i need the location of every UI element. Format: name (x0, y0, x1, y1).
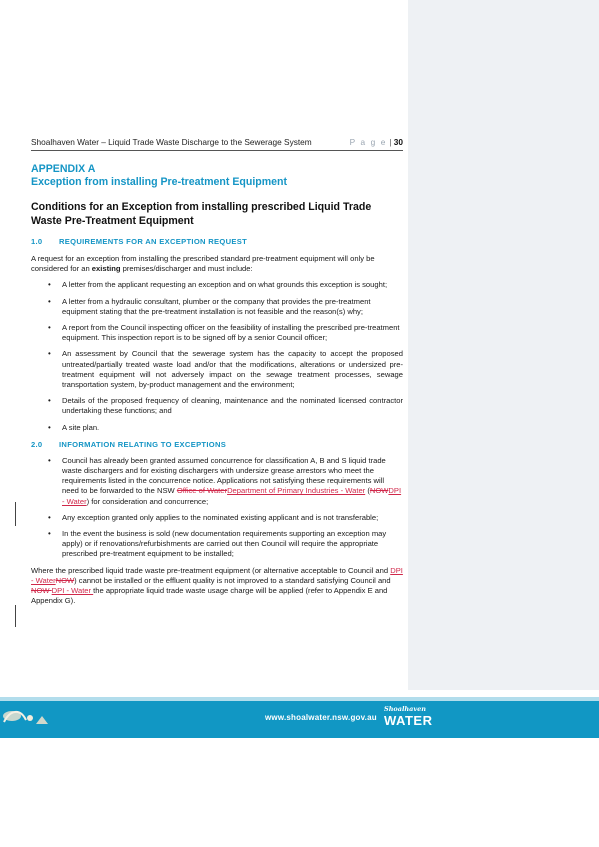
list-item (31, 323, 403, 343)
header-title: Shoalhaven Water – Liquid Trade Waste Discharge to the Sewerage System (31, 137, 312, 147)
list-item-text: A report from the Council inspecting officer on the feasibility of installing the prescribed pre-treatment equipment. This inspection report is to be signed off by a senior Council officer; (62, 323, 400, 343)
closing-paragraph (31, 566, 403, 607)
deleted-revision: Office of Water (176, 486, 228, 496)
list-item-text: ) for consideration and concurrence; (86, 496, 209, 506)
header-rule (31, 150, 403, 151)
comment-margin-pane (408, 0, 599, 690)
appendix-title: APPENDIX A (31, 163, 96, 175)
appendix-subtitle: Exception from installing Pre-treatment Equipment (31, 176, 288, 188)
bullet-icon: • (48, 512, 51, 522)
section-1-heading (31, 237, 403, 247)
page-number: 30 (393, 137, 403, 147)
bullet-icon: • (48, 529, 51, 539)
intro-bold: existing (91, 264, 121, 274)
list-item (31, 349, 403, 390)
footer-url: www.shoalwater.nsw.gov.au (265, 713, 377, 722)
bullet-icon: • (48, 349, 51, 359)
section-1-title: REQUIREMENTS FOR AN EXCEPTION REQUEST (59, 237, 248, 246)
list-item (31, 529, 403, 560)
document-body (31, 163, 403, 606)
bullet-icon: • (48, 422, 51, 432)
conditions-heading: Conditions for an Exception from installing prescribed Liquid Trade Waste Pre-Treatment Equipment (31, 201, 372, 227)
page-separator: | (389, 137, 392, 147)
page-number-label (350, 137, 403, 147)
page-header (31, 137, 403, 151)
logo-script: Shoalhaven (384, 705, 427, 713)
list-item (31, 423, 403, 433)
list-item-text: ( (365, 486, 370, 496)
page-word: P a g e (349, 137, 387, 147)
closing-text: the appropriate liquid trade waste usage charge will be applied (refer to Appendix E and Appendix G). (31, 586, 388, 606)
closing-text: Where the prescribed liquid trade waste pre-treatment equipment (or alternative acceptable to Council and (31, 565, 391, 575)
deleted-revision: NOW (55, 575, 75, 585)
change-bar (15, 605, 16, 627)
bullet-icon: • (48, 323, 51, 333)
list-item (31, 280, 403, 290)
section-2-list (31, 456, 403, 560)
change-bar (15, 502, 16, 526)
list-item-text: In the event the business is sold (new documentation requirements supporting an exception may apply) or if renovations/refurbishments are carried out then Council will require the appropriate prescribed pre-treatment equipment to be installed; (62, 529, 387, 559)
intro-text-b: premises/discharger and must include: (120, 264, 253, 274)
closing-text: ) cannot be installed or the effluent quality is not improved to a standard satisfying Council and (74, 575, 391, 585)
list-item-text: A letter from the applicant requesting an exception and on what grounds this exception is sought; (62, 280, 388, 290)
list-item-text: Any exception granted only applies to the nominated existing applicant and is not transferable; (62, 512, 379, 522)
deleted-revision: NOW (31, 586, 52, 596)
logo-word: WATER (384, 713, 433, 728)
section-1-list (31, 280, 403, 432)
list-item-text: Details of the proposed frequency of cleaning, maintenance and the nominated licensed contractor undertaking these functions; and (62, 396, 403, 416)
shoalhaven-water-logo (384, 705, 436, 735)
list-item (31, 513, 403, 523)
list-item (31, 396, 403, 416)
bullet-icon: • (48, 296, 51, 306)
section-2-heading (31, 440, 403, 450)
section-2-number: 2.0 (31, 439, 43, 449)
inserted-revision: DPI - Water (62, 486, 402, 506)
list-item (31, 297, 403, 317)
list-item-text: Council has already been granted assumed concurrence for classification A, B and S liquid trade waste dischargers and for existing dischargers with undersize grease arrestors who meet the requirements listed in the concurrence notice. Applications not satisfying these requirements will need to be forwarded to the NSW (62, 455, 386, 496)
deleted-revision: NOW (369, 486, 389, 496)
list-item (31, 456, 403, 507)
inserted-revision: DPI - Water (51, 586, 94, 596)
section-2-title: INFORMATION RELATING TO EXCEPTIONS (59, 439, 227, 449)
bullet-icon: • (48, 396, 51, 406)
shells-decoration-icon (0, 690, 60, 738)
bullet-icon: • (48, 455, 51, 465)
inserted-revision: DPI - Water (31, 565, 403, 585)
intro-text-a: A request for an exception from installing the prescribed standard pre-treatment equipment will only be considered for an (31, 254, 375, 274)
section-1-number: 1.0 (31, 237, 43, 246)
list-item-text: A letter from a hydraulic consultant, plumber or the company that provides the pre-treatment equipment stating that the pre-treatment installation is not feasible and the reason(s) why; (62, 296, 371, 316)
list-item-text: An assessment by Council that the sewerage system has the capacity to accept the proposed untreated/partially treated waste load and/or that the modifications, alterations or undersized pre-treatment equipment will not adversely impact on the sewage treatment processes, sewage transportation system, by-product management and the environment; (62, 349, 403, 390)
inserted-revision: Department of Primary Industries - Water (227, 486, 366, 496)
bullet-icon: • (48, 280, 51, 290)
section-1-intro (31, 254, 403, 274)
list-item-text: A site plan. (62, 422, 100, 432)
